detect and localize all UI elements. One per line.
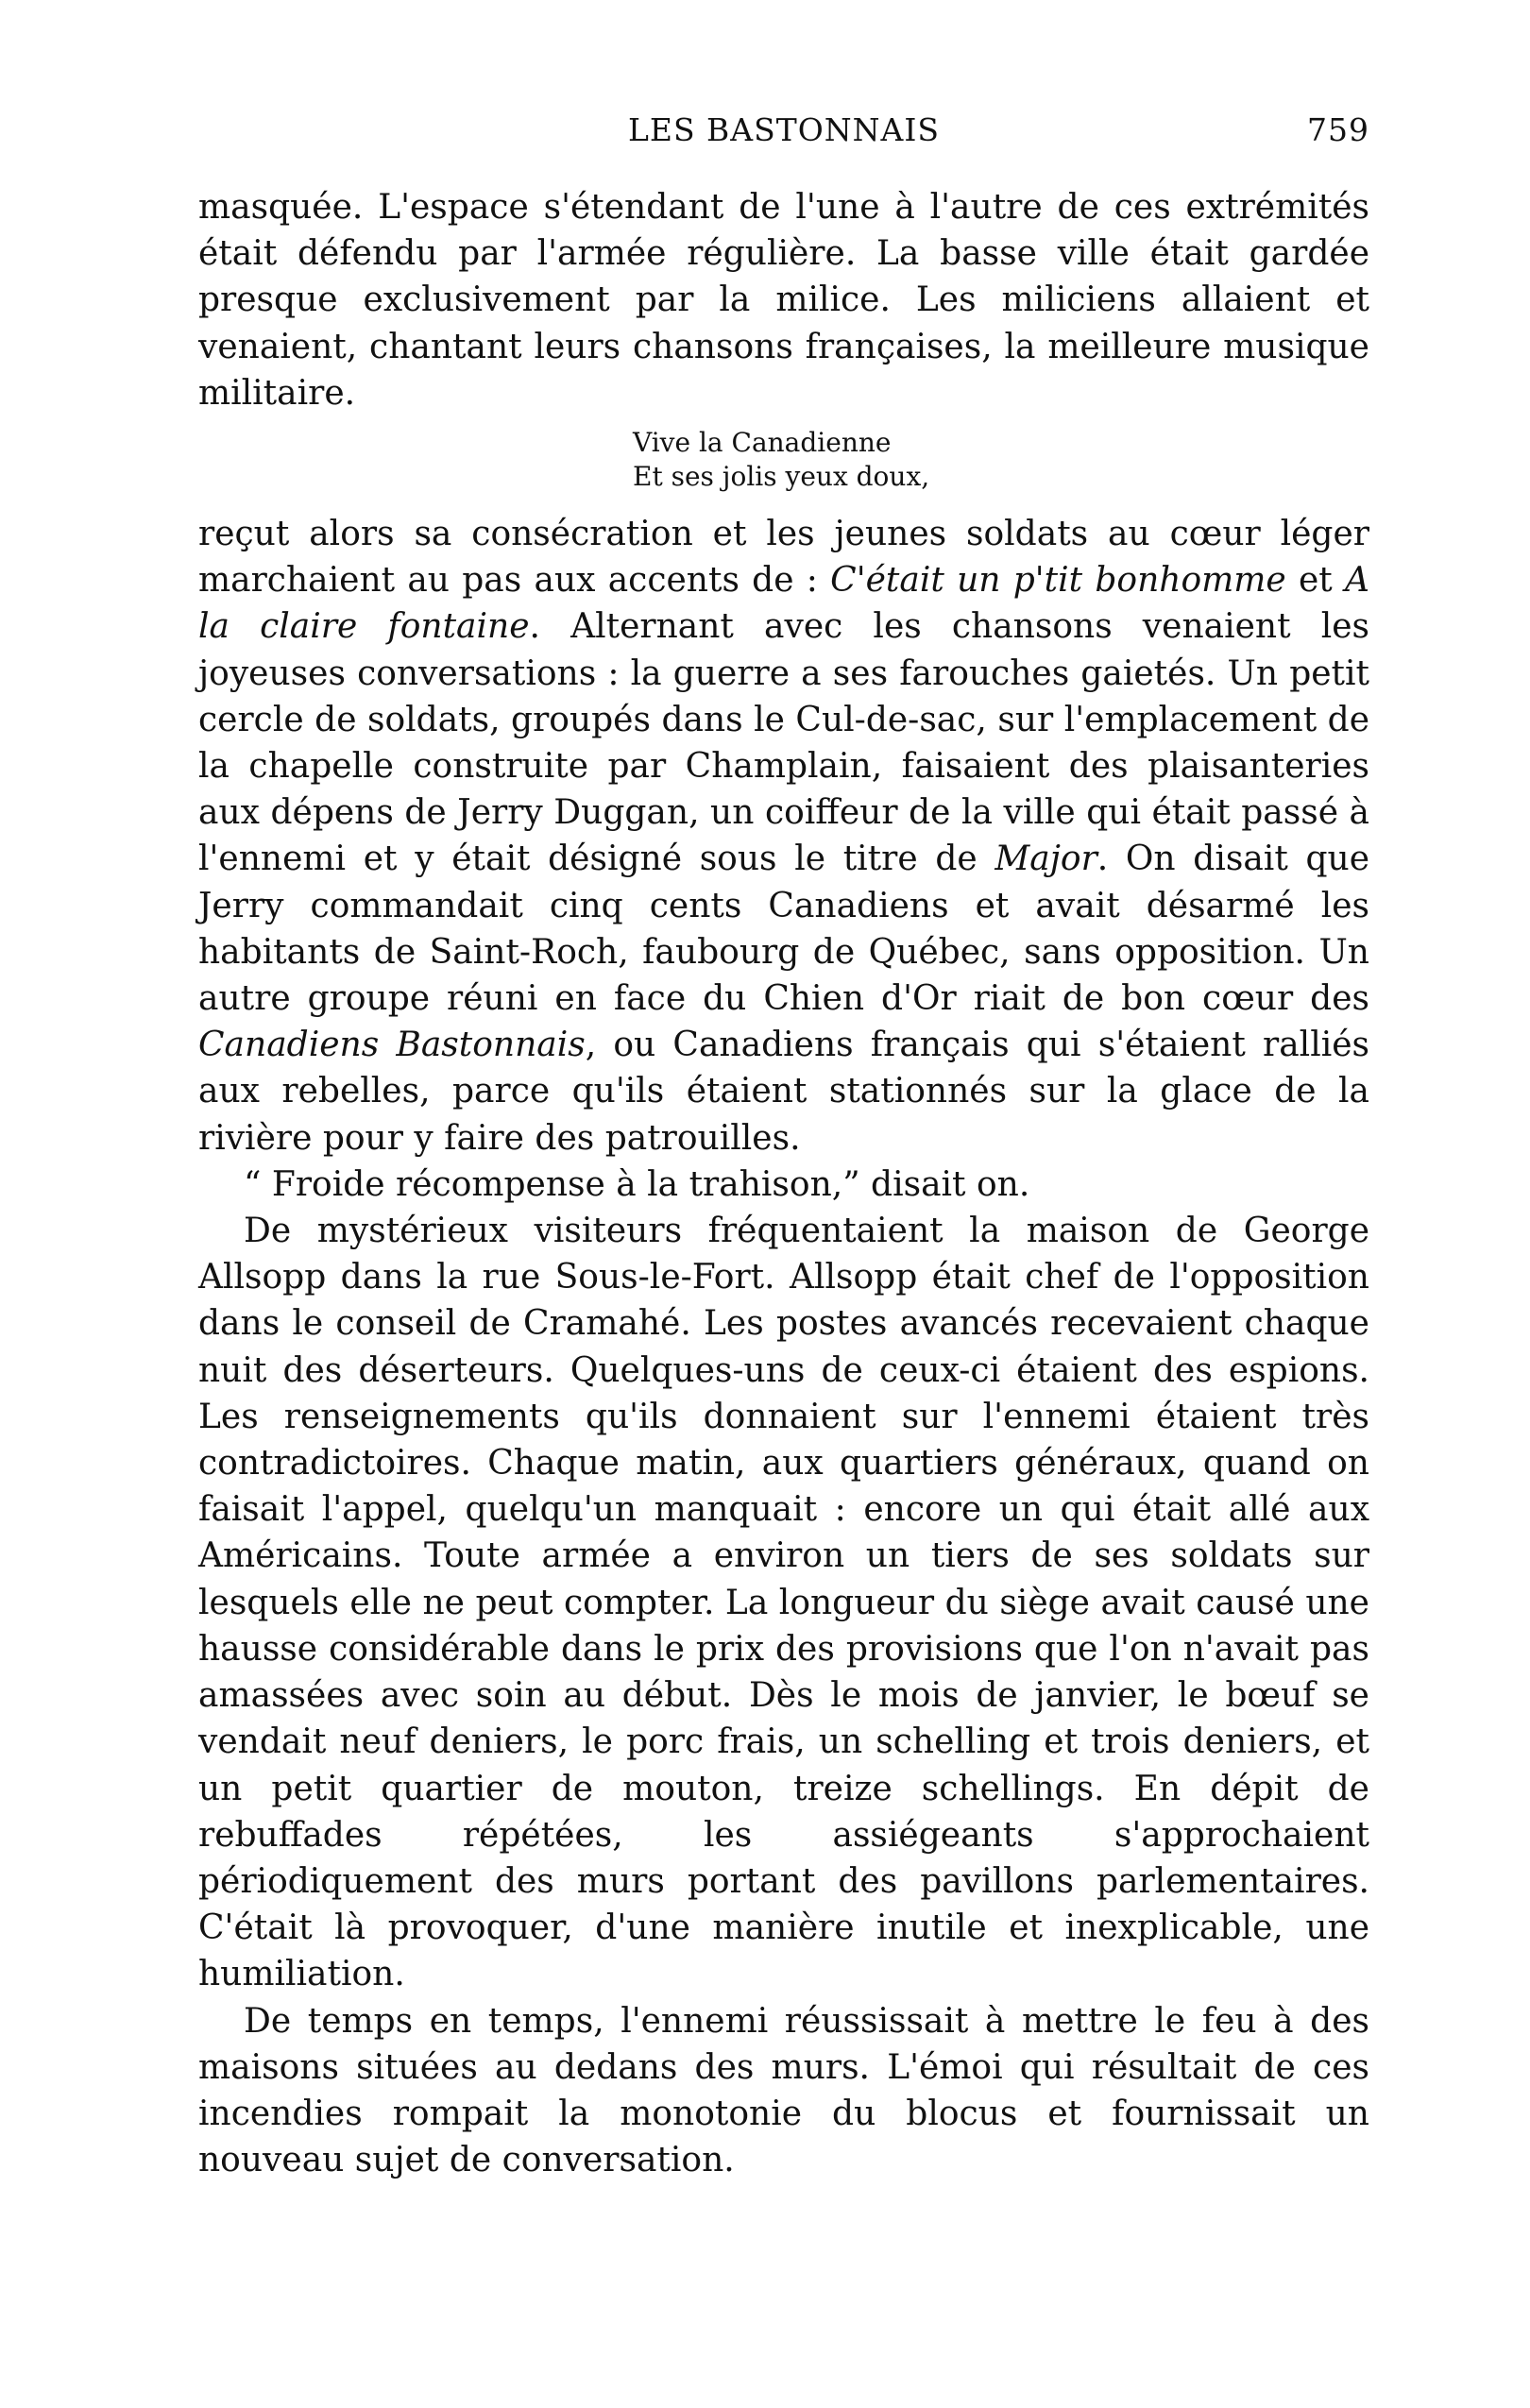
running-title: LES BASTONNAIS xyxy=(627,111,941,148)
canadiens-bastonnais: Canadiens Bastonnais xyxy=(198,1026,586,1065)
body-text xyxy=(198,184,1369,2183)
paragraph-2-text-3: . Alternant avec les chansons venaient les joyeuses conversations : la guerre a ses farouches gaietés. Un petit cercle de soldats, groupés dans le Cul-de-sac, sur l'emplacement de la chapelle construite par Champlain, faisaient des plaisanteries aux dépens de Jerry Duggan, un coiffeur de la ville qui était passé à l'ennemi et y était désigné sous le titre de xyxy=(198,607,1369,879)
paragraph-3: “ Froide récompense à la trahison,” disait on. xyxy=(244,1164,1030,1204)
major-title: Major xyxy=(994,839,1097,879)
running-header xyxy=(198,111,1369,159)
song-title-claire-fontaine: A la claire fontaine xyxy=(198,561,1369,647)
verse-line-2: Et ses jolis yeux doux, xyxy=(633,461,930,493)
verse-line-1: Vive la Canadienne xyxy=(633,427,892,459)
paragraph-2-text-5: , ou Canadiens français qui s'étaient ralliés aux rebelles, parce qu'ils étaient stationnés sur la glace de la rivière pour y faire des patrouilles. xyxy=(198,1026,1369,1158)
song-title-bonhomme: C'était un p'tit bonhomme xyxy=(830,561,1286,601)
verse-quote xyxy=(633,426,1369,494)
paragraph-2-text-2: et xyxy=(1285,561,1345,601)
paragraph-2-text-4: . On disait que Jerry commandait cinq cents Canadiens et avait désarmé les habitants de Saint-Roch, faubourg de Québec, sans opposition. Un autre groupe réuni en face du Chien d'Or riait de bon cœur des xyxy=(198,839,1370,1019)
paragraph-2-text-1: reçut alors sa consécration et les jeunes soldats au cœur léger marchaient au pas aux accents de : xyxy=(198,515,1369,601)
page-number: 759 xyxy=(1307,111,1369,148)
paragraph-4: De mystérieux visiteurs fréquentaient la maison de George Allsopp dans la rue Sous-le-Fort. Allsopp était chef de l'opposition dans le conseil de Cramahé. Les postes avancés recevaient chaque nuit des déserteurs. Quelques-uns de ceux-ci étaient des espions. Les renseignements qu'ils donnaient sur l'ennemi étaient très contradictoires. Chaque matin, aux quartiers généraux, quand on faisait l'appel, quelqu'un manquait : encore un qui était allé aux Américains. Toute armée a environ un tiers de ses soldats sur lesquels elle ne peut compter. La longueur du siège avait causé une hausse considérable dans le prix des provisions que l'on n'avait pas amassées avec soin au début. Dès le mois de janvier, le bœuf se vendait neuf deniers, le porc frais, un schelling et trois deniers, et un petit quartier de mouton, treize schellings. En dépit de rebuffades répétées, les assiégeants s'approchaient périodiquement des murs portant des pavillons parlementaires. C'était là provoquer, d'une manière inutile et inexplicable, une humiliation. xyxy=(198,1212,1369,1994)
paragraph-5: De temps en temps, l'ennemi réussissait à mettre le feu à des maisons situées au dedans des murs. L'émoi qui résultait de ces incendies rompait la monotonie du blocus et fournissait un nouveau sujet de conversation. xyxy=(198,2001,1369,2180)
paragraph-1: masquée. L'espace s'étendant de l'une à l'autre de ces extrémités était défendu par l'armée régulière. La basse ville était gardée presque exclusivement par la milice. Les miliciens allaient et venaient, chantant leurs chansons françaises, la meilleure musique militaire. xyxy=(198,188,1369,413)
paragraph-2 xyxy=(198,511,1369,1162)
